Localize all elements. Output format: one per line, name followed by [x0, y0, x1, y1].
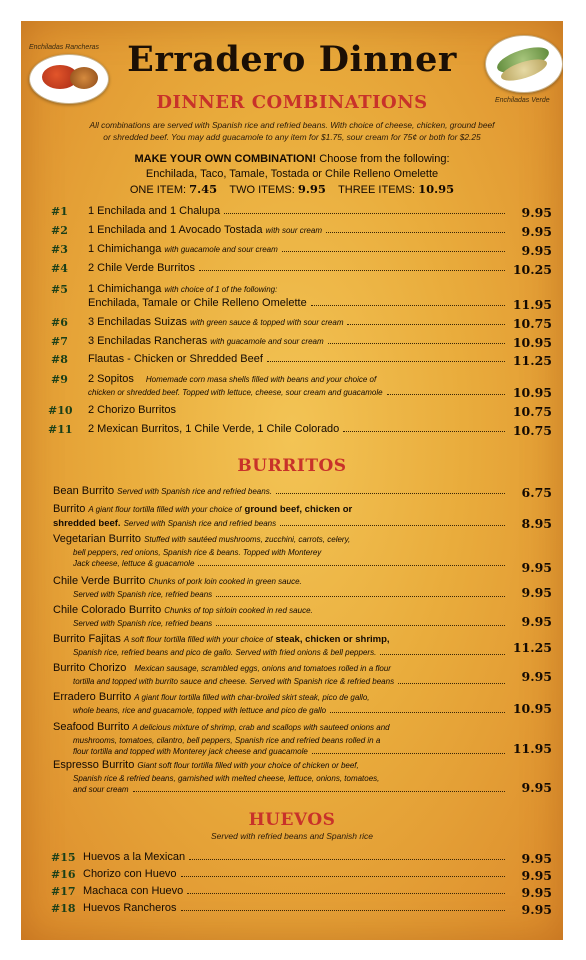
- burritos-heading: BURRITOS: [237, 456, 347, 476]
- make-your-own-block: [21, 152, 563, 198]
- two-items-label: TWO ITEMS:: [229, 184, 295, 196]
- huevos-subtitle: Served with refried beans and Spanish rice: [210, 831, 374, 841]
- one-item-label: ONE ITEM:: [129, 184, 187, 196]
- myo-choose: Choose from the following:: [319, 153, 450, 165]
- page-title: Erradero Dinner: [127, 39, 457, 80]
- three-items-price: 10.95: [418, 182, 455, 196]
- left-photo-caption: Enchiladas Rancheras: [29, 44, 100, 51]
- right-photo-caption: Enchiladas Verde: [495, 97, 550, 104]
- one-item-price: 7.45: [189, 182, 218, 196]
- myo-options: Enchilada, Taco, Tamale, Tostada or Chile Relleno Omelette: [145, 168, 439, 180]
- two-items-price: 9.95: [297, 182, 326, 196]
- combinations-heading: DINNER COMBINATIONS: [156, 92, 428, 113]
- menu-page: Enchiladas Rancheras Enchiladas Verde Erradero Dinner DINNER COMBINATIONS All combinations are served with Spanish rice and refried beans. With choice of cheese, chicken, ground beef or shredded beef. You may add guacamole to any item for $1.75, sour cream for 75¢ or both for $2.25 MAKE YOUR OWN COMBINATION! Choose from the following: Enchilada, Taco, Tamale, Tostada or Chile Relleno Omelette ONE ITEM: 7.45 TWO ITEMS: 9.95 THREE ITEMS: 10.95 #1 1 Enchilada and 1 Chalupa 9.95 #2 1 Enchilada and 1 Avocado Tostada with sour cream 9.95 #3 1 Chimichanga with guacamole and sour cream 9.95 #4 2 Chile Verde Burritos 10.25 #5 1 Chimichanga with choice of 1 of the following: Enchilada, Tamale or Chile Relleno Omelette 11.95 #6 3 Enchiladas Suizas with green sauce & topped with sour cream 10.75 #7 3 Enchiladas Rancheras with guacamole and sour cream 10.95 #8 Flautas - Chicken or Shredded Beef 11.25 #9 2 Sopitos Homemade corn masa shells filled with beans and your choice of chicken or shredded beef. Topped with lettuce, cheese, sour cream and guacamole 10.95 #10 2 Chorizo Burritos 10.75 #11 2 Mexican Burritos, 1 Chile Verde, 1 Chile Colorado 10.75 BURRITOS Bean Burrito Served with Spanish rice and refried beans. 6.75 Burrito A giant flour tortilla filled with your choice of ground beef, chicken or shredded beef. Served with Spanish rice and refried beans 8.95 Vegetarian Burrito Stuffed with sautéed mushrooms, zucchini, carrots, celery, bell peppers, red onions, Spanish rice & beans. Topped with Monterey Jack cheese, lettuce & guacamole 9.95 Chile Verde Burrito Chunks of pork loin cooked in green sauce. Served with Spanish rice, refried beans 9.95 Chile Colorado Burrito Chunks of top sirloin cooked in red sauce. Served with Spanish rice, refried beans 9.95 Burrito Fajitas A soft flour tortilla filled with your choice of steak, chicken or shrimp, Spanish rice, refried beans and pico de gallo. Served with fried onions & bell peppers. 11.25 Burrito Chorizo Mexican sausage, scrambled eggs, onions and tomatoes rolled in a flour tortilla and topped with burrito sauce and cheese. Served with Spanish rice & refried beans 9.95 Erradero Burrito A giant flour tortilla filled with char-broiled skirt steak, pico de gallo, whole beans, rice and guacamole, topped with lettuce and pico de gallo 10.95 Seafood Burrito A delicious mixture of shrimp, crab and scallops with sauteed onions and mushrooms, tomatoes, cilantro, bell peppers, Spanish rice and refried beans rolled in a flour tortilla and topped with Monterey jack cheese and guacamole 11.95 Espresso Burrito Giant soft flour tortilla filled with your choice of chicken or beef, Spanish rice & refried beans, garnished with melted cheese, lettuce, onions, tomatoes, and sour cream 9.95 HUEVOS Served with refried beans and Spanish rice #15 Huevos a la Mexican 9.95 #16 Chorizo con Huevo 9.95 #17 Machaca con Huevo 9.95 #18 Huevos Rancheros 9.95: [21, 21, 563, 940]
- huevos-heading: HUEVOS: [248, 810, 336, 830]
- combinations-intro: All combinations are served with Spanish rice and refried beans. With choice of cheese, chicken, ground beef or shredded beef. You may add guacamole to any item for $1.75, sour cream for 75¢ or both for $2.25: [89, 120, 495, 142]
- myo-label: MAKE YOUR OWN COMBINATION!: [134, 153, 317, 165]
- three-items-label: THREE ITEMS:: [338, 184, 416, 196]
